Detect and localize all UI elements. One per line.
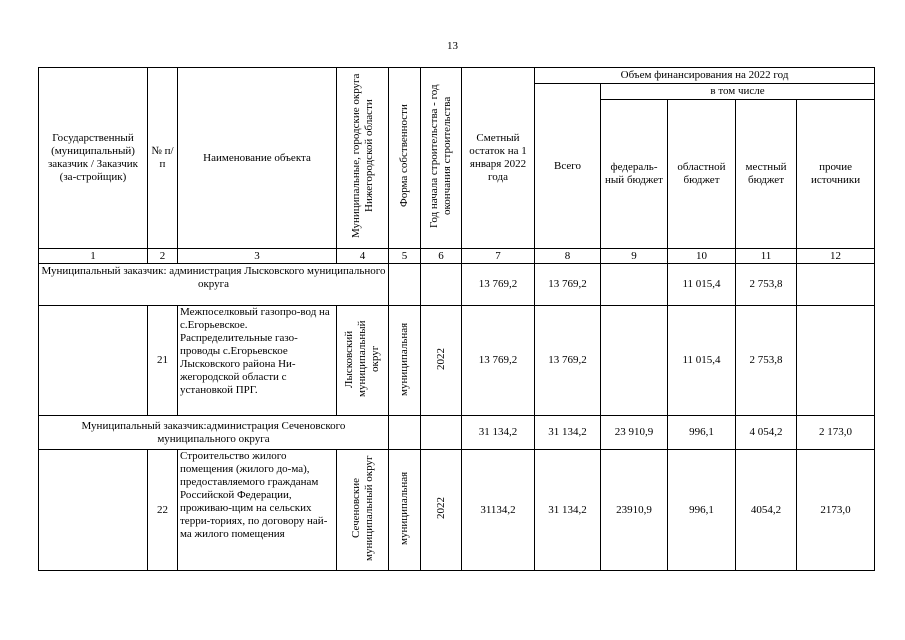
row-year-cell bbox=[421, 306, 462, 416]
header-ownership: Форма собственности bbox=[398, 104, 410, 208]
row-year: 2022 bbox=[434, 497, 447, 519]
financing-table bbox=[38, 67, 875, 571]
header-including: в том числе bbox=[601, 84, 875, 100]
header-regional: областной бюджет bbox=[668, 100, 736, 249]
row-other bbox=[797, 306, 875, 416]
group-regional: 996,1 bbox=[668, 416, 736, 450]
row-ownership: муниципальная bbox=[398, 321, 410, 396]
column-number: 9 bbox=[601, 249, 668, 264]
row-object-name: Межпоселковый газопро-вод на с.Егорьевское. Распределительные газо-проводы с.Егорьевское Лысковского района Ни-жегородской области с установкой ПРГ. bbox=[178, 306, 337, 416]
column-number: 1 bbox=[39, 249, 148, 264]
row-estimate: 13 769,2 bbox=[462, 306, 535, 416]
row-municipality-cell bbox=[337, 450, 389, 571]
row-regional: 996,1 bbox=[668, 450, 736, 571]
column-number: 4 bbox=[337, 249, 389, 264]
empty-cell bbox=[39, 450, 148, 571]
group-total: 13 769,2 bbox=[535, 264, 601, 306]
column-number: 10 bbox=[668, 249, 736, 264]
group-regional: 11 015,4 bbox=[668, 264, 736, 306]
empty-cell bbox=[421, 416, 462, 450]
group-title: Муниципальный заказчик: администрация Лысковского муниципального округа bbox=[39, 264, 389, 306]
row-federal bbox=[601, 306, 668, 416]
row-num: 21 bbox=[148, 306, 178, 416]
group-federal bbox=[601, 264, 668, 306]
empty-cell bbox=[389, 264, 421, 306]
header-federal: федераль-ный бюджет bbox=[601, 100, 668, 249]
row-ownership-cell bbox=[389, 450, 421, 571]
row-num: 22 bbox=[148, 450, 178, 571]
row-year: 2022 bbox=[434, 347, 447, 370]
header-estimate: Сметный остаток на 1 января 2022 года bbox=[462, 68, 535, 249]
header-row-1 bbox=[39, 68, 875, 84]
column-number: 5 bbox=[389, 249, 421, 264]
column-number: 11 bbox=[736, 249, 797, 264]
column-number: 12 bbox=[797, 249, 875, 264]
row-municipality: Сеченовские муниципальный округ bbox=[349, 455, 375, 561]
group-title: Муниципальный заказчик:администрация Сеченовского муниципального округа bbox=[39, 416, 389, 450]
column-number: 8 bbox=[535, 249, 601, 264]
header-funding-title: Объем финансирования на 2022 год bbox=[535, 68, 875, 84]
row-year-cell bbox=[421, 450, 462, 571]
page-number: 13 bbox=[447, 40, 458, 52]
row-federal: 23910,9 bbox=[601, 450, 668, 571]
column-number: 6 bbox=[421, 249, 462, 264]
header-ownership-cell bbox=[389, 68, 421, 249]
group-estimate: 13 769,2 bbox=[462, 264, 535, 306]
group-local: 4 054,2 bbox=[736, 416, 797, 450]
group-federal: 23 910,9 bbox=[601, 416, 668, 450]
header-local: местный бюджет bbox=[736, 100, 797, 249]
row-total: 13 769,2 bbox=[535, 306, 601, 416]
row-ownership: муниципальная bbox=[398, 471, 410, 545]
column-number: 7 bbox=[462, 249, 535, 264]
row-local: 4054,2 bbox=[736, 450, 797, 571]
column-number: 3 bbox=[178, 249, 337, 264]
header-num: № п/п bbox=[148, 68, 178, 249]
group-other bbox=[797, 264, 875, 306]
header-customer: Государственный (муниципальный) заказчик / Заказчик (за-стройщик) bbox=[39, 68, 148, 249]
header-years-cell bbox=[421, 68, 462, 249]
header-years: Год начала строительства - год окончания строительства bbox=[428, 84, 453, 228]
column-numbers-row bbox=[39, 249, 875, 264]
row-local: 2 753,8 bbox=[736, 306, 797, 416]
group-summary-row bbox=[39, 264, 875, 306]
column-number: 2 bbox=[148, 249, 178, 264]
row-municipality: Лысковский муниципальный округ bbox=[343, 320, 381, 397]
row-ownership-cell bbox=[389, 306, 421, 416]
header-total: Всего bbox=[535, 84, 601, 249]
row-municipality-cell bbox=[337, 306, 389, 416]
empty-cell bbox=[389, 416, 421, 450]
group-total: 31 134,2 bbox=[535, 416, 601, 450]
row-object-name: Строительство жилого помещения (жилого до-ма), предоставляемого гражданам Российской Федерации, проживаю-щим на сельских терри-ториях, по договору най-ма жилого помещения bbox=[178, 450, 337, 571]
group-other: 2 173,0 bbox=[797, 416, 875, 450]
header-municipality-cell bbox=[337, 68, 389, 249]
header-municipality: Муниципальные, городские округа Нижегородской области bbox=[349, 73, 375, 239]
row-total: 31 134,2 bbox=[535, 450, 601, 571]
group-estimate: 31 134,2 bbox=[462, 416, 535, 450]
row-estimate: 31134,2 bbox=[462, 450, 535, 571]
empty-cell bbox=[421, 264, 462, 306]
group-local: 2 753,8 bbox=[736, 264, 797, 306]
table-row bbox=[39, 450, 875, 571]
group-summary-row bbox=[39, 416, 875, 450]
row-other: 2173,0 bbox=[797, 450, 875, 571]
table-row bbox=[39, 306, 875, 416]
empty-cell bbox=[39, 306, 148, 416]
header-object-name: Наименование объекта bbox=[178, 68, 337, 249]
header-other: прочие источники bbox=[797, 100, 875, 249]
row-regional: 11 015,4 bbox=[668, 306, 736, 416]
